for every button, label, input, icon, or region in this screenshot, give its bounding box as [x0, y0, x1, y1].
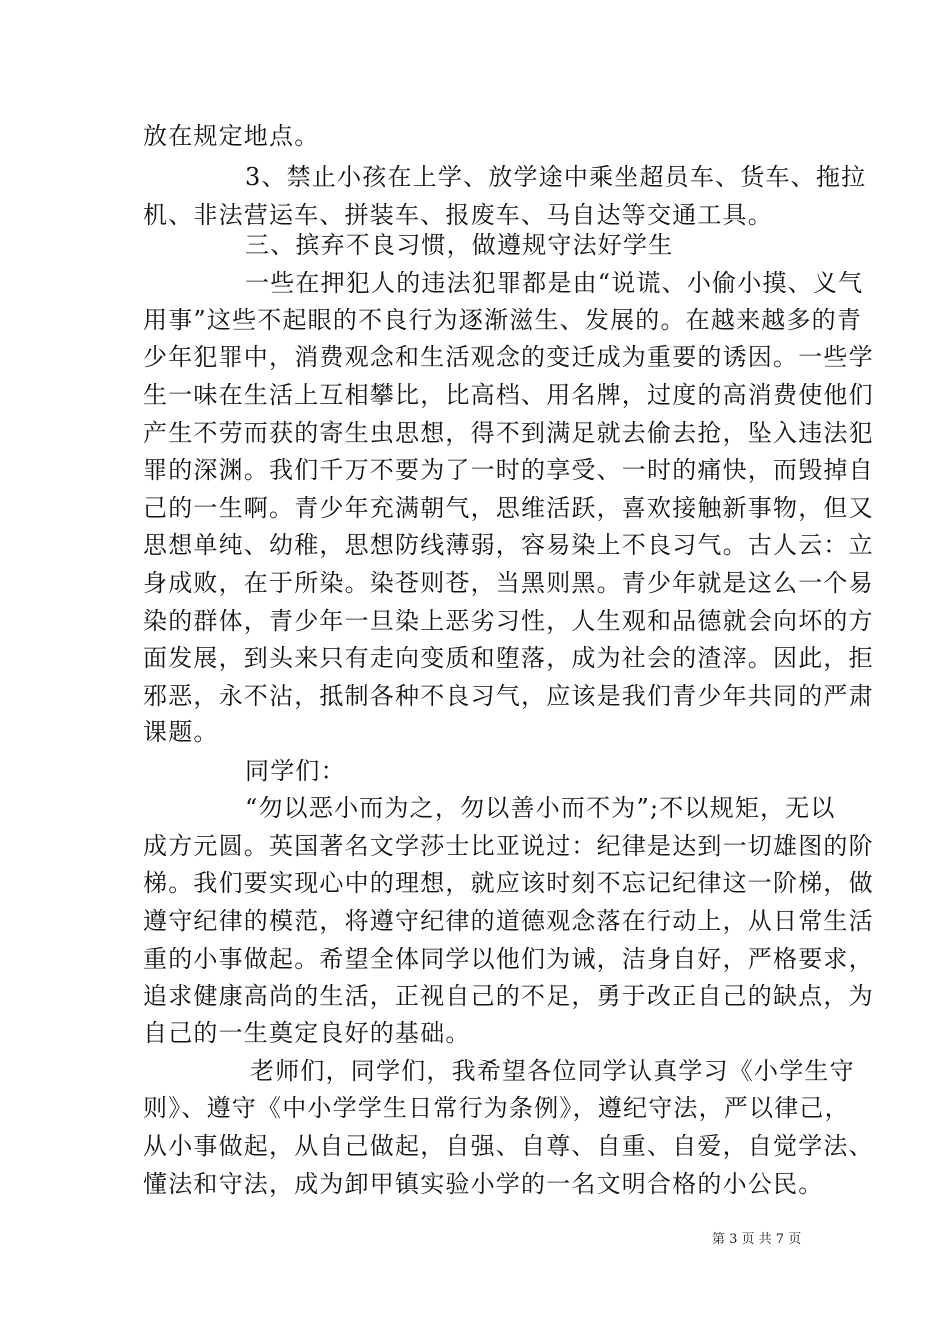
body-text-line: “勿以恶小而为之，勿以善小而不为”;不以规矩，无以 [245, 794, 836, 822]
body-text-line: 罪的深渊。我们千万不要为了一时的享受、一时的痛快，而毁掉自 [143, 456, 874, 484]
body-text-line: 则》、遵守《中小学学生日常行为条例》，遵纪守法，严以律己， [143, 1094, 850, 1122]
body-text-line: 3、禁止小孩在上学、放学途中乘坐超员车、货车、拖拉 [245, 163, 867, 191]
body-text-line: 课题。 [143, 718, 219, 746]
body-text-line: 追求健康高尚的生活，正视自己的不足，勇于改正自己的缺点，为 [143, 982, 874, 1010]
body-text-line: 放在规定地点。 [143, 122, 320, 150]
body-text-line: 机、非法营运车、拼装车、报废车、马自达等交通工具。 [143, 201, 773, 229]
section-heading: 三、摈弃不良习惯，做遵规守法好学生 [245, 231, 674, 259]
body-text-line: 自己的一生奠定良好的基础。 [143, 1019, 471, 1047]
body-text-line: 老师们，同学们，我希望各位同学认真学习《小学生守 [250, 1057, 855, 1085]
body-text-line: 生一味在生活上互相攀比，比高档、用名牌，过度的高消费使他们 [143, 381, 874, 409]
page-number-footer: 第 3 页 共 7 页 [712, 1232, 802, 1247]
body-text-line: 一些在押犯人的违法犯罪都是由“说谎、小偷小摸、义气 [245, 269, 864, 297]
salutation: 同学们： [245, 757, 346, 785]
body-text-line: 遵守纪律的模范，将遵守纪律的道德观念落在行动上，从日常生活 [143, 907, 874, 935]
body-text-line: 思想单纯、幼稚，思想防线薄弱，容易染上不良习气。古人云：立 [143, 531, 874, 559]
body-text-line: 重的小事做起。希望全体同学以他们为诫，洁身自好，严格要求， [143, 945, 874, 973]
body-text-line: 用事”这些不起眼的不良行为逐渐滋生、发展的。在越来越多的青 [143, 306, 863, 334]
body-text-line: 懂法和守法，成为卸甲镇实验小学的一名文明合格的小公民。 [143, 1170, 824, 1198]
body-text-line: 身成败，在于所染。染苍则苍，当黑则黑。青少年就是这么一个易 [143, 569, 874, 597]
body-text-line: 染的群体，青少年一旦染上恶劣习性，人生观和品德就会向坏的方 [143, 607, 874, 635]
body-text-line: 梯。我们要实现心中的理想，就应该时刻不忘记纪律这一阶梯，做 [143, 869, 874, 897]
body-text-line: 少年犯罪中，消费观念和生活观念的变迁成为重要的诱因。一些学 [143, 343, 874, 371]
body-text-line: 邪恶，永不沾，抵制各种不良习气，应该是我们青少年共同的严肃 [143, 682, 874, 710]
body-text-line: 己的一生啊。青少年充满朝气，思维活跃，喜欢接触新事物，但又 [143, 494, 874, 522]
body-text-line: 成方元圆。英国著名文学莎士比亚说过：纪律是达到一切雄图的阶 [143, 832, 874, 860]
body-text-line: 从小事做起，从自己做起，自强、自尊、自重、自爱，自觉学法、 [143, 1132, 874, 1160]
body-text-line: 产生不劳而获的寄生虫思想，得不到满足就去偷去抢，坠入违法犯 [143, 419, 874, 447]
body-text-line: 面发展，到头来只有走向变质和堕落，成为社会的渣滓。因此，拒 [143, 644, 874, 672]
